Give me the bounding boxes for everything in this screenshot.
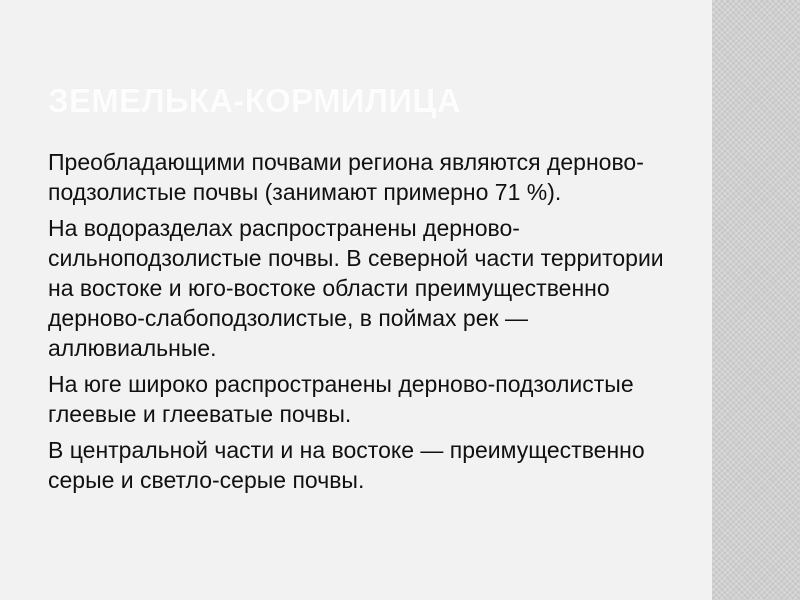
body-paragraph-watersheds: На водоразделах распространены дерново-сильноподзолистые почвы. В северной части территории на востоке и юго-востоке области преимущественно дерново-слабоподзолистые, в поймах рек — аллювиальные. xyxy=(48,215,664,361)
slide-title: ЗЕМЕЛЬКА-КОРМИЛИЦА xyxy=(48,82,461,119)
slide-body xyxy=(48,147,688,501)
body-paragraph-soils-overview: Преобладающими почвами региона являются дерново-подзолистые почвы (занимают примерно 71 %). xyxy=(48,149,644,205)
decorative-side-strip xyxy=(712,0,800,600)
body-paragraph-center-east: В центральной части и на востоке — преимущественно серые и светло-серые почвы. xyxy=(48,437,645,493)
body-paragraph-south: На юге широко распространены дерново-подзолистые глеевые и глееватые почвы. xyxy=(48,371,634,427)
